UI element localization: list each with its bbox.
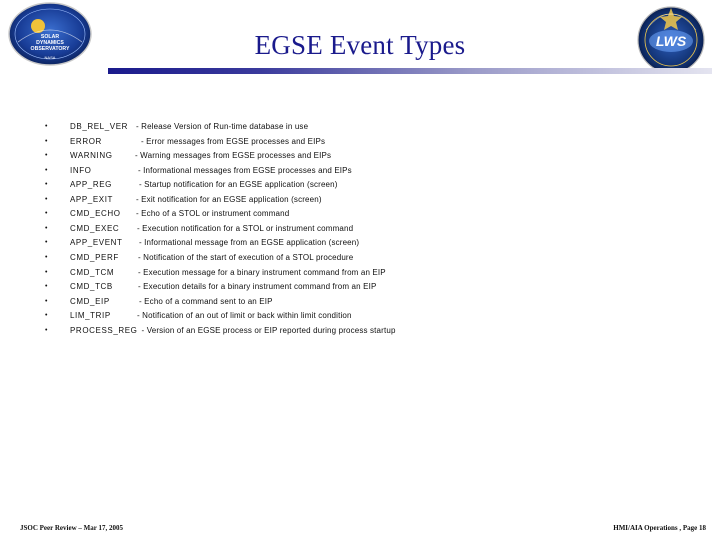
event-description: - Notification of the start of execution of a STOL procedure bbox=[138, 252, 354, 262]
bullet: • bbox=[45, 326, 48, 334]
event-row bbox=[0, 178, 720, 192]
sdo-logo-agency: NASA bbox=[44, 55, 56, 60]
event-description: - Execution details for a binary instrument command from an EIP bbox=[138, 282, 377, 292]
bullet: • bbox=[45, 210, 48, 218]
event-description: - Execution message for a binary instrument command from an EIP bbox=[138, 267, 386, 277]
event-row bbox=[0, 149, 720, 163]
event-row bbox=[0, 222, 720, 236]
bullet: • bbox=[45, 123, 48, 130]
bullet: • bbox=[45, 137, 48, 145]
event-code: ERROR bbox=[70, 136, 102, 146]
event-description: - Release Version of Run-time database in use bbox=[136, 122, 309, 131]
event-code: CMD_EXEC bbox=[70, 223, 120, 233]
event-row bbox=[0, 251, 720, 265]
event-code: CMD_EIP bbox=[70, 296, 110, 306]
sdo-logo-text-2: DYNAMICS bbox=[36, 40, 64, 46]
event-code: CMD_TCM bbox=[70, 267, 115, 277]
bullet: • bbox=[45, 166, 48, 174]
event-code: WARNING bbox=[70, 151, 113, 161]
footer-left: JSOC Peer Review – Mar 17, 2005 bbox=[20, 524, 123, 532]
bullet: • bbox=[45, 253, 48, 261]
event-code: INFO bbox=[70, 165, 92, 175]
event-description: - Startup notification for an EGSE application (screen) bbox=[139, 180, 338, 190]
event-row bbox=[0, 193, 720, 207]
event-description: - Notification of an out of limit or back within limit condition bbox=[137, 311, 352, 321]
event-description: - Informational message from an EGSE application (screen) bbox=[139, 238, 360, 248]
event-code: PROCESS_REG bbox=[70, 325, 138, 335]
event-code: DB_REL_VER bbox=[70, 122, 129, 131]
footer-right: HMI/AIA Operations , Page 18 bbox=[613, 524, 706, 532]
event-row bbox=[0, 280, 720, 294]
lws-logo-text: LWS bbox=[655, 33, 687, 49]
event-description: - Echo of a STOL or instrument command bbox=[136, 209, 290, 219]
bullet: • bbox=[45, 312, 48, 320]
event-code: CMD_ECHO bbox=[70, 209, 121, 219]
bullet: • bbox=[45, 297, 48, 305]
event-description: - Warning messages from EGSE processes and EIPs bbox=[135, 151, 332, 161]
bullet: • bbox=[45, 283, 48, 291]
event-code: LIM_TRIP bbox=[70, 311, 111, 321]
event-row bbox=[0, 236, 720, 250]
event-row bbox=[0, 120, 720, 134]
event-description: - Informational messages from EGSE processes and EIPs bbox=[138, 165, 352, 175]
event-code: CMD_TCB bbox=[70, 282, 113, 292]
sdo-logo-text-3: OBSERVATORY bbox=[30, 46, 70, 52]
event-row bbox=[0, 164, 720, 178]
bullet: • bbox=[45, 268, 48, 276]
event-description: - Version of an EGSE process or EIP reported during process startup bbox=[141, 325, 396, 335]
event-code: APP_EVENT bbox=[70, 238, 123, 248]
event-description: - Error messages from EGSE processes and EIPs bbox=[141, 136, 326, 146]
event-code: CMD_PERF bbox=[70, 252, 119, 262]
event-description: - Exit notification for an EGSE application (screen) bbox=[136, 194, 322, 204]
bullet: • bbox=[45, 152, 48, 160]
event-code: APP_REG bbox=[70, 180, 112, 190]
event-row bbox=[0, 295, 720, 309]
event-row bbox=[0, 324, 720, 338]
event-code: APP_EXIT bbox=[70, 194, 114, 204]
event-description: - Echo of a command sent to an EIP bbox=[139, 296, 273, 306]
event-row bbox=[0, 207, 720, 221]
event-row bbox=[0, 266, 720, 280]
page-title: EGSE Event Types bbox=[254, 30, 466, 60]
event-row bbox=[0, 135, 720, 149]
event-row bbox=[0, 309, 720, 323]
event-description: - Execution notification for a STOL or instrument command bbox=[137, 223, 354, 233]
title-divider bbox=[108, 68, 712, 74]
sdo-logo-text-1: SOLAR bbox=[40, 34, 60, 40]
bullet: • bbox=[45, 181, 48, 189]
bullet: • bbox=[45, 195, 48, 203]
bullet: • bbox=[45, 224, 48, 232]
bullet: • bbox=[45, 239, 48, 247]
